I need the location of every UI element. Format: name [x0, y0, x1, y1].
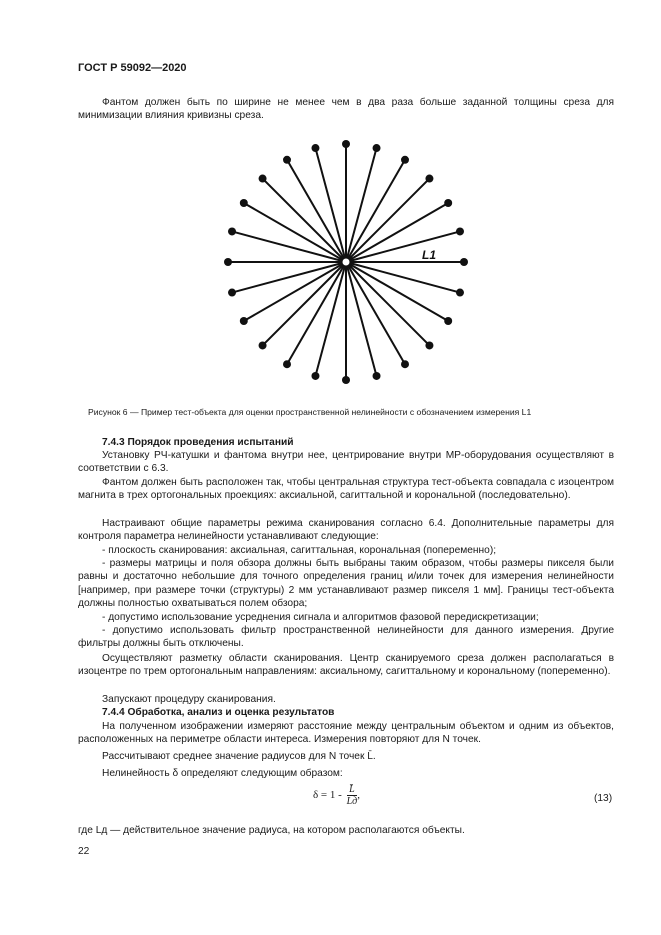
section-744-heading: 7.4.4 Обработка, анализ и оценка результатов — [102, 707, 335, 718]
section-743-p4: Осуществляют разметку области сканирования. Центр сканируемого среза должен располагаться в изоцентре по трем ортогональным направлениям: аксиальному, сагиттальному и корональному (попеременно). — [78, 653, 614, 678]
perimeter-object — [311, 372, 319, 380]
equation-number: (13) — [594, 793, 613, 804]
perimeter-object — [460, 258, 468, 266]
perimeter-object — [373, 144, 381, 152]
bullet-averaging: - допустимо использование усреднения сигнала и алгоритмов фазовой передискретизации; — [102, 612, 539, 623]
perimeter-object — [228, 289, 236, 297]
perimeter-object — [240, 199, 248, 207]
spoke-line — [346, 262, 460, 293]
bullet-scan-plane: - плоскость сканирования: аксиальная, сагиттальная, корональная (попеременно); — [102, 545, 497, 556]
perimeter-object — [425, 341, 433, 349]
perimeter-object — [456, 227, 464, 235]
perimeter-object — [444, 317, 452, 325]
formula-fraction — [347, 784, 358, 807]
section-743-p3: Настраивают общие параметры режима сканирования согласно 6.4. Дополнительные параметры для контроля параметра нелинейности устанавливают следующие: — [78, 518, 614, 543]
perimeter-object — [425, 175, 433, 183]
spoke-line — [232, 231, 346, 262]
perimeter-object — [259, 341, 267, 349]
spoke-line — [232, 262, 346, 293]
spoke-line — [315, 262, 346, 376]
formula-denominator: Lд — [346, 796, 358, 807]
perimeter-object — [224, 258, 232, 266]
perimeter-object — [259, 175, 267, 183]
spoke-line — [346, 262, 377, 376]
perimeter-object — [283, 360, 291, 368]
measurement-label: L1 — [422, 248, 437, 262]
spoke-line — [315, 148, 346, 262]
section-744-p2: Рассчитывают среднее значение радиусов для N точек L̄. — [102, 751, 376, 762]
section-743-p2: Фантом должен быть расположен так, чтобы центральная структура тест-объекта совпадала с изоцентром магнита в трех ортогональных проекциях: аксиальной, сагиттальной и корональной (последовательно). — [78, 477, 614, 502]
section-744-p3: Нелинейность δ определяют следующим образом: — [102, 768, 343, 779]
center-object-hole — [343, 259, 350, 266]
formula-numerator: L̄ — [347, 784, 358, 796]
test-object-figure — [210, 128, 482, 396]
intro-paragraph: Фантом должен быть по ширине не менее чем в два раза больше заданной толщины среза для минимизации влияния кривизны среза. — [78, 97, 614, 122]
perimeter-object — [456, 289, 464, 297]
bullet-filter: - допустимо использовать фильтр пространственной нелинейности для данного измерения. Другие фильтры должны быть отключены. — [78, 625, 614, 650]
spoke-line — [346, 148, 377, 262]
spoke-line — [346, 231, 460, 262]
page-number: 22 — [78, 846, 90, 857]
formula-lhs: δ = 1 - — [313, 789, 342, 802]
perimeter-object — [401, 156, 409, 164]
where-text: где Lд — действительное значение радиуса, на котором располагаются объекты. — [78, 825, 465, 836]
section-743-p1: Установку РЧ-катушки и фантома внутри нее, центрирование внутри МР-оборудования осуществляют в соответствии с 6.3. — [78, 450, 614, 475]
nonlinearity-formula — [313, 784, 360, 807]
perimeter-object — [401, 360, 409, 368]
perimeter-object — [311, 144, 319, 152]
perimeter-object — [240, 317, 248, 325]
perimeter-object — [342, 140, 350, 148]
section-743-heading: 7.4.3 Порядок проведения испытаний — [102, 437, 294, 448]
perimeter-object — [228, 227, 236, 235]
document-code: ГОСТ Р 59092—2020 — [78, 62, 187, 74]
perimeter-object — [283, 156, 291, 164]
perimeter-object — [342, 376, 350, 384]
section-743-p5: Запускают процедуру сканирования. — [102, 694, 276, 705]
figure-caption: Рисунок 6 — Пример тест-объекта для оценки пространственной нелинейности с обозначением измерения L1 — [88, 407, 532, 417]
section-744-p1: На полученном изображении измеряют расстояние между центральным объектом и одним из объектов, расположенных на периметре области интереса. Измерения повторяют для N точек. — [78, 721, 614, 746]
bullet-matrix-size: - размеры матрицы и поля обзора должны быть выбраны таким образом, чтобы размеры пикселя были равны и достаточно небольшие для точного определения границ и/или точек для измерения нелинейности [например, при размере точки (структуры) 2 мм устанавливают размер пикселя 1 мм]. Границы тест-объекта должны полностью охватываться полем обзора; — [78, 558, 614, 609]
perimeter-object — [373, 372, 381, 380]
formula-trail: , — [357, 789, 360, 802]
perimeter-object — [444, 199, 452, 207]
